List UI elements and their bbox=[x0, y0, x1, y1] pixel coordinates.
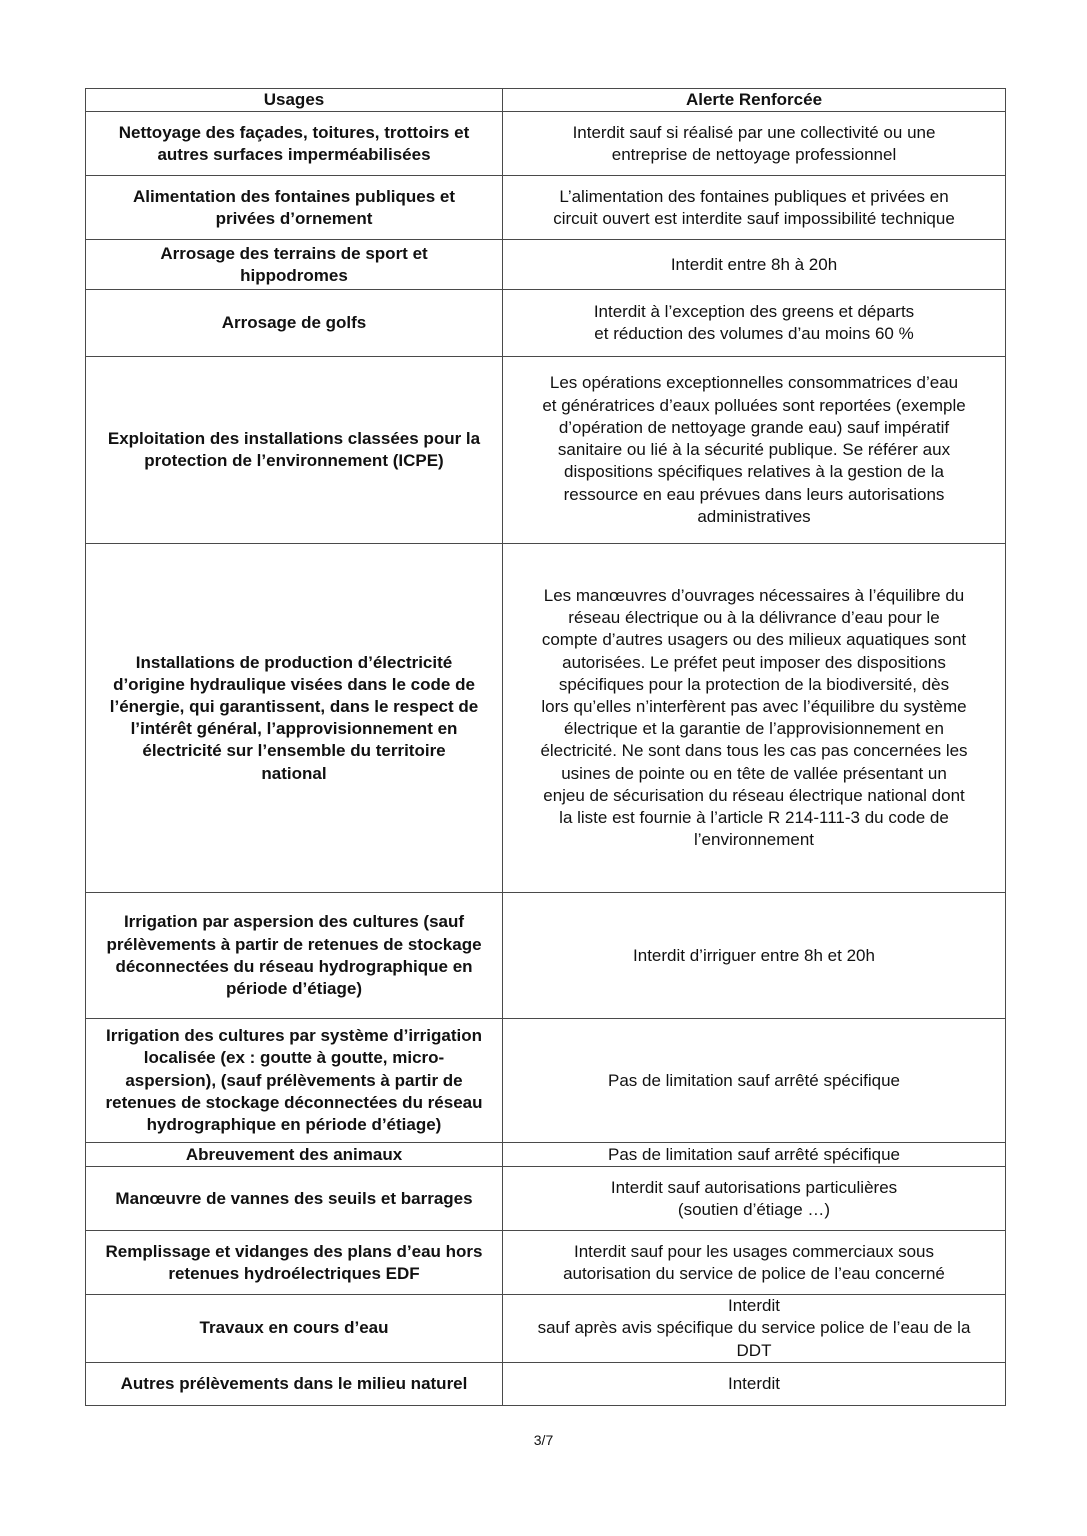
rule-text: Interdit sauf si réalisé par une collectivité ou une entreprise de nettoyage professionnel bbox=[572, 122, 936, 164]
table-row bbox=[86, 112, 1006, 176]
usage-text: Irrigation des cultures par système d’irrigation localisée (ex : goutte à goutte, micro- aspersion), (sauf prélèvements à partir de retenues de stockage déconnectées du réseau hydrographique en période d’étiage) bbox=[105, 1026, 483, 1134]
header-usages: Usages bbox=[86, 89, 503, 112]
rule-cell bbox=[503, 357, 1006, 544]
usage-cell bbox=[86, 1167, 503, 1231]
rule-text: Pas de limitation sauf arrêté spécifique bbox=[608, 1144, 900, 1164]
usage-cell bbox=[86, 544, 503, 893]
rule-cell bbox=[503, 1362, 1006, 1405]
table-row bbox=[86, 1362, 1006, 1405]
rule-text: Les opérations exceptionnelles consommatrices d’eau et génératrices d’eaux polluées sont reportées (exemple d’opération de nettoyage grande eau) sauf impératif sanitaire ou lié à la sécurité publique. Se référer aux dispositions spécifiques relatives à la gestion de la ressource en eau prévues dans leurs autorisations administratives bbox=[542, 373, 966, 526]
usage-text: Installations de production d’électricité d’origine hydraulique visées dans le code de l’énergie, qui garantissent, dans le respect de l’intérêt général, l’approvisionnement en électricité sur l’ensemble du territoire national bbox=[109, 652, 479, 783]
usage-cell bbox=[86, 893, 503, 1019]
rule-cell bbox=[503, 290, 1006, 357]
usage-text: Remplissage et vidanges des plans d’eau hors retenues hydroélectriques EDF bbox=[105, 1241, 483, 1283]
usage-text: Arrosage des terrains de sport et hippodromes bbox=[160, 243, 428, 285]
usage-cell bbox=[86, 1295, 503, 1363]
rule-text: Interdit sauf autorisations particulières (soutien d’étiage …) bbox=[610, 1177, 898, 1219]
table-row bbox=[86, 544, 1006, 893]
rule-cell bbox=[503, 1143, 1006, 1167]
rule-cell bbox=[503, 544, 1006, 893]
usage-text: Nettoyage des façades, toitures, trottoirs et autres surfaces imperméabilisées bbox=[118, 122, 470, 164]
table-row bbox=[86, 1231, 1006, 1295]
rule-text: Interdit d’irriguer entre 8h et 20h bbox=[633, 945, 875, 965]
rule-cell bbox=[503, 1167, 1006, 1231]
usage-text: Manœuvre de vannes des seuils et barrages bbox=[115, 1188, 473, 1208]
usage-text: Travaux en cours d’eau bbox=[199, 1318, 389, 1338]
rule-cell bbox=[503, 1231, 1006, 1295]
rule-text: Interdit sauf après avis spécifique du service police de l’eau de la DDT bbox=[537, 1296, 971, 1360]
rule-cell bbox=[503, 176, 1006, 240]
usage-cell bbox=[86, 240, 503, 290]
rule-cell bbox=[503, 112, 1006, 176]
usage-cell bbox=[86, 176, 503, 240]
table-header-row bbox=[86, 89, 1006, 112]
usage-cell bbox=[86, 290, 503, 357]
usage-cell bbox=[86, 357, 503, 544]
usage-cell bbox=[86, 1231, 503, 1295]
rule-text: Interdit bbox=[728, 1373, 780, 1393]
usage-text: Alimentation des fontaines publiques et privées d’ornement bbox=[132, 186, 456, 228]
rule-cell bbox=[503, 240, 1006, 290]
rule-text: Interdit sauf pour les usages commerciaux sous autorisation du service de police de l’eau concerné bbox=[563, 1241, 945, 1283]
table-row bbox=[86, 1167, 1006, 1231]
usage-cell bbox=[86, 112, 503, 176]
usage-cell bbox=[86, 1019, 503, 1143]
rule-text: L’alimentation des fontaines publiques et privées en circuit ouvert est interdite sauf impossibilité technique bbox=[553, 186, 955, 228]
table-row bbox=[86, 893, 1006, 1019]
table-row bbox=[86, 357, 1006, 544]
rule-text: Les manœuvres d’ouvrages nécessaires à l’équilibre du réseau électrique ou à la délivrance d’eau pour le compte d’autres usagers ou des milieux aquatiques sont autorisées. Le préfet peut imposer des dispositions spécifiques pour la protection de la biodiversité, dès lors qu’elles n’interfèrent pas avec l’équilibre du système électrique et la garantie de l’approvisionnement en électricité. Ne sont dans tous les cas pas concernées les usines de pointe ou en tête de vallée présentant un enjeu de sécurisation du réseau électrique national dont la liste est fournie à l’article R 214-111-3 du code de l’environnement bbox=[540, 585, 968, 850]
usage-text: Abreuvement des animaux bbox=[185, 1144, 403, 1164]
usage-cell bbox=[86, 1362, 503, 1405]
rule-cell bbox=[503, 1295, 1006, 1363]
rule-cell bbox=[503, 1019, 1006, 1143]
usage-text: Exploitation des installations classées pour la protection de l’environnement (ICPE) bbox=[107, 429, 481, 471]
table-row bbox=[86, 1143, 1006, 1167]
table-row bbox=[86, 1019, 1006, 1143]
restrictions-table bbox=[85, 88, 1006, 1406]
table-row bbox=[86, 290, 1006, 357]
rule-text: Interdit à l’exception des greens et départs et réduction des volumes d’au moins 60 % bbox=[593, 302, 915, 344]
table-row bbox=[86, 176, 1006, 240]
usage-cell bbox=[86, 1143, 503, 1167]
page-number: 3/7 bbox=[533, 1432, 554, 1448]
table-row bbox=[86, 1295, 1006, 1363]
rule-text: Interdit entre 8h à 20h bbox=[670, 254, 838, 274]
header-alerte-renforcee: Alerte Renforcée bbox=[503, 89, 1006, 112]
rule-text: Pas de limitation sauf arrêté spécifique bbox=[608, 1070, 900, 1090]
table-row bbox=[86, 240, 1006, 290]
usage-text: Irrigation par aspersion des cultures (sauf prélèvements à partir de retenues de stockage déconnectées du réseau hydrographique en période d’étiage) bbox=[106, 912, 482, 998]
usage-text: Autres prélèvements dans le milieu naturel bbox=[120, 1373, 468, 1393]
usage-text: Arrosage de golfs bbox=[221, 313, 367, 333]
rule-cell bbox=[503, 893, 1006, 1019]
